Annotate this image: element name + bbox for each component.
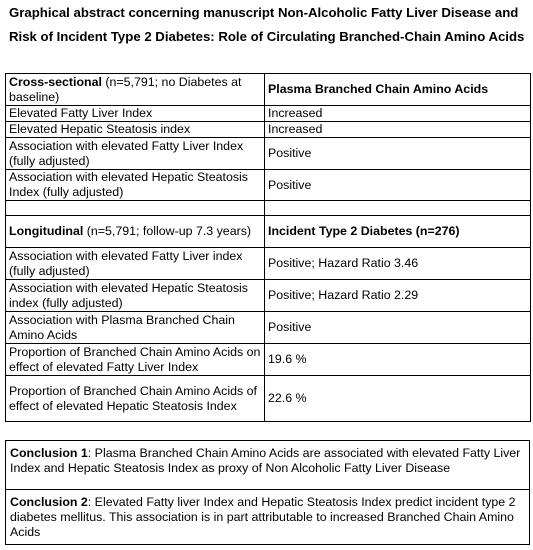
- table-row: [6, 280, 531, 312]
- conclusion-label: Conclusion 1: [10, 446, 88, 460]
- table-row: [6, 344, 531, 376]
- results-table: [5, 73, 531, 422]
- row-value: Positive: [265, 138, 531, 170]
- conclusion-text: : Elevated Fatty liver Index and Hepatic Steatosis Index predict incident type 2 diabetes mellitus. This association is in part attributable to increased Branched Chain Amino Acids: [10, 495, 516, 539]
- cross-sectional-label: Cross-sectional: [9, 74, 102, 89]
- longitudinal-description: (n=5,791; follow-up 7.3 years): [83, 224, 252, 239]
- longitudinal-column-header: Incident Type 2 Diabetes (n=276): [265, 216, 531, 248]
- cross-sectional-header-row: [6, 74, 531, 106]
- table-row: [6, 170, 531, 201]
- row-value: 19.6 %: [265, 344, 531, 376]
- document-title: Graphical abstract concerning manuscript Non-Alcoholic Fatty Liver Disease and Risk of Incident Type 2 Diabetes: Role of Circulating Branched-Chain Amino Acids: [9, 5, 525, 44]
- conclusion-cell: [6, 441, 530, 490]
- row-value: Positive: [265, 170, 531, 201]
- spacer-cell: [6, 201, 265, 216]
- spacer-cell: [265, 201, 531, 216]
- longitudinal-header: [6, 216, 265, 248]
- conclusions-table: [5, 440, 530, 545]
- row-label: Association with elevated Fatty Liver index (fully adjusted): [6, 248, 265, 280]
- row-label: Elevated Fatty Liver Index: [6, 106, 265, 122]
- spacer-row: [6, 201, 531, 216]
- longitudinal-header-row: [6, 216, 531, 248]
- row-value: Positive: [265, 312, 531, 344]
- row-value: Positive; Hazard Ratio 3.46: [265, 248, 531, 280]
- row-label: Proportion of Branched Chain Amino Acids of effect of elevated Hepatic Steatosis Index: [6, 376, 265, 422]
- table-row: [6, 248, 531, 280]
- table-row: [6, 122, 531, 138]
- table-row: [6, 312, 531, 344]
- row-label: Elevated Hepatic Steatosis index: [6, 122, 265, 138]
- cross-sectional-header: [6, 74, 265, 106]
- table-row: [6, 376, 531, 422]
- conclusion-cell: [6, 490, 530, 545]
- row-label: Association with elevated Hepatic Steatosis index (fully adjusted): [6, 280, 265, 312]
- row-label: Proportion of Branched Chain Amino Acids on effect of elevated Fatty Liver Index: [6, 344, 265, 376]
- row-value: Increased: [265, 122, 531, 138]
- conclusion-label: Conclusion 2: [10, 495, 88, 509]
- table-row: [6, 106, 531, 122]
- conclusion-row: [6, 441, 530, 490]
- row-value: 22.6 %: [265, 376, 531, 422]
- conclusion-row: [6, 490, 530, 545]
- longitudinal-label: Longitudinal: [9, 224, 84, 239]
- conclusion-text: : Plasma Branched Chain Amino Acids are associated with elevated Fatty Liver Index and Hepatic Steatosis Index as proxy of Non Alcoholic Fatty Liver Disease: [10, 446, 521, 475]
- table-row: [6, 138, 531, 170]
- cross-sectional-column-header: Plasma Branched Chain Amino Acids: [265, 74, 531, 106]
- row-value: Positive; Hazard Ratio 2.29: [265, 280, 531, 312]
- row-value: Increased: [265, 106, 531, 122]
- row-label: Association with elevated Fatty Liver Index (fully adjusted): [6, 138, 265, 170]
- row-label: Association with Plasma Branched Chain Amino Acids: [6, 312, 265, 344]
- row-label: Association with elevated Hepatic Steatosis Index (fully adjusted): [6, 170, 265, 201]
- cross-sectional-description: (n=5,791; no Diabetes at baseline): [9, 74, 242, 104]
